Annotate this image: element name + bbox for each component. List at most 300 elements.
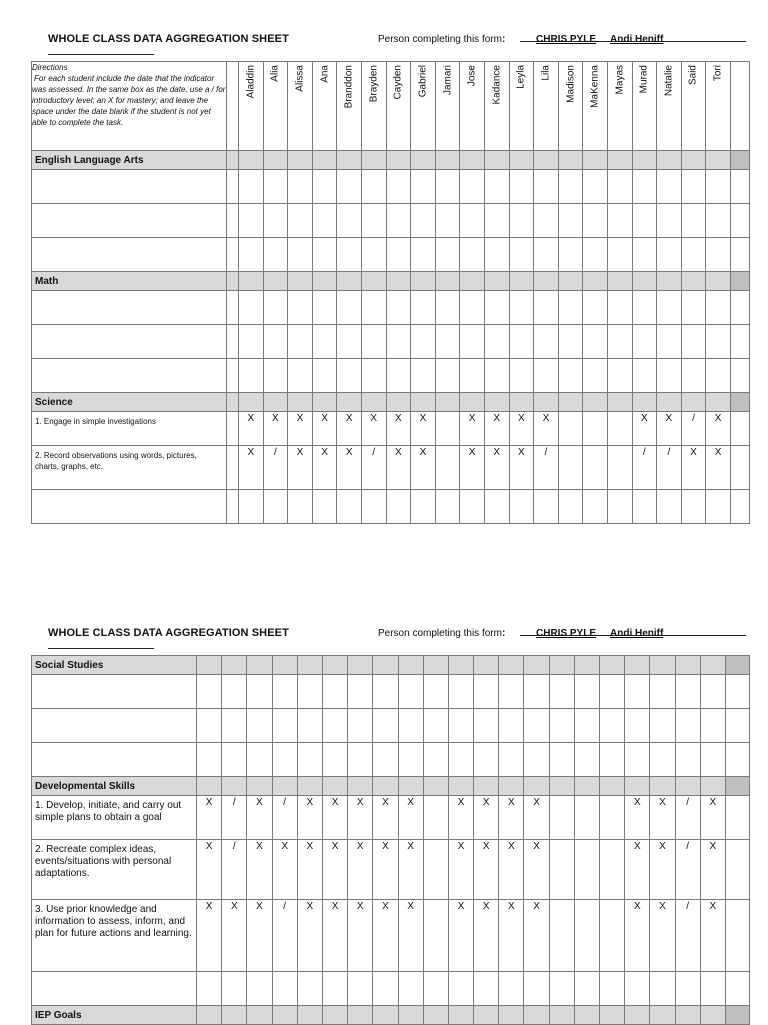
end-cell[interactable] [730,359,749,393]
mark-cell[interactable]: X [386,412,411,446]
mark-cell[interactable] [549,675,574,709]
mark-cell[interactable] [657,291,682,325]
mark-cell[interactable] [657,238,682,272]
mark-cell[interactable]: X [650,900,675,972]
mark-cell[interactable] [247,743,272,777]
mark-cell[interactable]: X [499,900,524,972]
mark-cell[interactable]: X [700,840,725,900]
mark-cell[interactable] [411,291,436,325]
end-cell[interactable] [725,840,749,900]
mark-cell[interactable]: X [361,412,386,446]
mark-cell[interactable] [197,675,222,709]
mark-cell[interactable] [222,972,247,1006]
mark-cell[interactable] [423,796,448,840]
mark-cell[interactable] [607,204,632,238]
mark-cell[interactable]: X [222,900,247,972]
mark-cell[interactable] [448,709,473,743]
mark-cell[interactable] [534,291,559,325]
mark-cell[interactable] [583,170,608,204]
mark-cell[interactable]: X [411,446,436,490]
end-cell[interactable] [730,291,749,325]
mark-cell[interactable] [337,325,362,359]
mark-cell[interactable]: / [361,446,386,490]
mark-cell[interactable] [448,972,473,1006]
mark-cell[interactable] [632,170,657,204]
mark-cell[interactable] [706,359,731,393]
mark-cell[interactable] [600,900,625,972]
mark-cell[interactable] [239,325,264,359]
mark-cell[interactable] [197,972,222,1006]
mark-cell[interactable] [499,675,524,709]
mark-cell[interactable] [650,743,675,777]
mark-cell[interactable] [361,238,386,272]
mark-cell[interactable] [460,490,485,524]
mark-cell[interactable] [361,204,386,238]
mark-cell[interactable] [600,840,625,900]
mark-cell[interactable] [386,490,411,524]
mark-cell[interactable] [361,359,386,393]
mark-cell[interactable]: X [348,900,373,972]
mark-cell[interactable] [484,238,509,272]
mark-cell[interactable] [435,446,460,490]
mark-cell[interactable] [675,675,700,709]
mark-cell[interactable] [534,325,559,359]
mark-cell[interactable] [411,490,436,524]
mark-cell[interactable]: X [650,796,675,840]
mark-cell[interactable] [263,291,288,325]
end-cell[interactable] [725,972,749,1006]
mark-cell[interactable]: X [509,446,534,490]
mark-cell[interactable] [386,170,411,204]
mark-cell[interactable]: X [460,412,485,446]
mark-cell[interactable] [423,840,448,900]
mark-cell[interactable]: X [474,900,499,972]
mark-cell[interactable] [583,291,608,325]
mark-cell[interactable]: X [448,840,473,900]
mark-cell[interactable] [499,972,524,1006]
mark-cell[interactable] [398,675,423,709]
mark-cell[interactable] [681,238,706,272]
mark-cell[interactable]: X [460,446,485,490]
mark-cell[interactable] [524,972,549,1006]
mark-cell[interactable] [484,325,509,359]
blank-cell[interactable] [227,359,239,393]
mark-cell[interactable] [657,325,682,359]
mark-cell[interactable] [348,675,373,709]
mark-cell[interactable] [625,709,650,743]
mark-cell[interactable]: X [398,900,423,972]
mark-cell[interactable] [435,238,460,272]
mark-cell[interactable] [632,325,657,359]
mark-cell[interactable] [312,359,337,393]
mark-cell[interactable] [607,359,632,393]
mark-cell[interactable] [558,412,583,446]
mark-cell[interactable] [657,170,682,204]
mark-cell[interactable]: / [534,446,559,490]
mark-cell[interactable]: X [509,412,534,446]
mark-cell[interactable] [460,325,485,359]
mark-cell[interactable] [509,238,534,272]
mark-cell[interactable] [600,709,625,743]
mark-cell[interactable] [632,359,657,393]
mark-cell[interactable] [474,675,499,709]
mark-cell[interactable] [423,709,448,743]
mark-cell[interactable] [288,325,313,359]
mark-cell[interactable] [460,170,485,204]
mark-cell[interactable]: X [706,446,731,490]
end-cell[interactable] [725,743,749,777]
mark-cell[interactable] [657,204,682,238]
mark-cell[interactable] [574,900,599,972]
mark-cell[interactable] [239,170,264,204]
mark-cell[interactable]: X [288,412,313,446]
end-cell[interactable] [730,412,749,446]
mark-cell[interactable] [625,972,650,1006]
mark-cell[interactable] [558,204,583,238]
mark-cell[interactable] [423,972,448,1006]
mark-cell[interactable] [312,238,337,272]
mark-cell[interactable] [524,709,549,743]
mark-cell[interactable]: X [348,840,373,900]
mark-cell[interactable] [534,238,559,272]
mark-cell[interactable] [681,291,706,325]
mark-cell[interactable] [534,359,559,393]
mark-cell[interactable] [312,170,337,204]
mark-cell[interactable] [460,291,485,325]
mark-cell[interactable] [625,743,650,777]
mark-cell[interactable]: / [675,900,700,972]
blank-cell[interactable] [227,325,239,359]
mark-cell[interactable] [263,238,288,272]
mark-cell[interactable] [558,446,583,490]
mark-cell[interactable] [558,291,583,325]
mark-cell[interactable] [386,238,411,272]
mark-cell[interactable]: / [222,796,247,840]
mark-cell[interactable] [197,743,222,777]
mark-cell[interactable]: / [632,446,657,490]
mark-cell[interactable]: X [288,446,313,490]
mark-cell[interactable] [706,291,731,325]
mark-cell[interactable] [574,675,599,709]
mark-cell[interactable] [509,490,534,524]
mark-cell[interactable] [435,170,460,204]
mark-cell[interactable] [386,359,411,393]
mark-cell[interactable] [312,490,337,524]
mark-cell[interactable] [435,412,460,446]
mark-cell[interactable] [474,972,499,1006]
mark-cell[interactable] [484,170,509,204]
mark-cell[interactable] [558,490,583,524]
mark-cell[interactable]: X [625,900,650,972]
mark-cell[interactable] [297,675,322,709]
mark-cell[interactable] [499,709,524,743]
mark-cell[interactable] [297,743,322,777]
blank-cell[interactable] [227,238,239,272]
mark-cell[interactable] [460,238,485,272]
mark-cell[interactable]: X [197,796,222,840]
mark-cell[interactable] [239,204,264,238]
mark-cell[interactable] [650,972,675,1006]
mark-cell[interactable]: X [239,446,264,490]
mark-cell[interactable] [607,412,632,446]
mark-cell[interactable] [435,291,460,325]
mark-cell[interactable] [607,170,632,204]
mark-cell[interactable] [272,709,297,743]
mark-cell[interactable] [600,972,625,1006]
mark-cell[interactable] [583,325,608,359]
mark-cell[interactable]: X [398,840,423,900]
blank-cell[interactable] [227,291,239,325]
mark-cell[interactable]: X [499,796,524,840]
mark-cell[interactable] [247,709,272,743]
mark-cell[interactable] [239,291,264,325]
end-cell[interactable] [725,796,749,840]
mark-cell[interactable] [272,972,297,1006]
mark-cell[interactable] [263,170,288,204]
mark-cell[interactable] [361,490,386,524]
mark-cell[interactable]: X [373,840,398,900]
mark-cell[interactable] [549,972,574,1006]
mark-cell[interactable]: X [484,446,509,490]
mark-cell[interactable] [706,490,731,524]
end-cell[interactable] [730,446,749,490]
mark-cell[interactable] [484,291,509,325]
mark-cell[interactable] [509,291,534,325]
mark-cell[interactable] [558,359,583,393]
end-cell[interactable] [730,238,749,272]
mark-cell[interactable] [681,170,706,204]
mark-cell[interactable] [534,170,559,204]
mark-cell[interactable] [288,291,313,325]
mark-cell[interactable] [361,170,386,204]
blank-cell[interactable] [227,490,239,524]
mark-cell[interactable] [398,709,423,743]
blank-cell[interactable] [227,204,239,238]
mark-cell[interactable]: X [534,412,559,446]
mark-cell[interactable]: X [411,412,436,446]
mark-cell[interactable] [460,359,485,393]
mark-cell[interactable] [607,291,632,325]
mark-cell[interactable] [288,490,313,524]
mark-cell[interactable] [706,204,731,238]
mark-cell[interactable] [386,204,411,238]
mark-cell[interactable] [524,743,549,777]
mark-cell[interactable]: X [337,412,362,446]
mark-cell[interactable]: X [322,900,347,972]
mark-cell[interactable] [549,709,574,743]
mark-cell[interactable]: / [272,900,297,972]
mark-cell[interactable]: X [272,840,297,900]
mark-cell[interactable] [373,972,398,1006]
mark-cell[interactable] [247,675,272,709]
mark-cell[interactable] [632,490,657,524]
blank-cell[interactable] [227,446,239,490]
mark-cell[interactable] [423,675,448,709]
mark-cell[interactable]: X [197,840,222,900]
mark-cell[interactable]: X [373,900,398,972]
mark-cell[interactable] [222,675,247,709]
mark-cell[interactable] [558,170,583,204]
mark-cell[interactable] [706,238,731,272]
mark-cell[interactable]: X [524,796,549,840]
mark-cell[interactable] [348,743,373,777]
mark-cell[interactable] [373,675,398,709]
mark-cell[interactable] [583,446,608,490]
mark-cell[interactable] [322,972,347,1006]
mark-cell[interactable] [534,204,559,238]
mark-cell[interactable]: X [499,840,524,900]
mark-cell[interactable]: X [297,840,322,900]
mark-cell[interactable] [549,796,574,840]
mark-cell[interactable] [524,675,549,709]
mark-cell[interactable] [411,359,436,393]
mark-cell[interactable] [411,238,436,272]
mark-cell[interactable] [549,900,574,972]
mark-cell[interactable]: X [700,900,725,972]
mark-cell[interactable] [509,325,534,359]
mark-cell[interactable]: X [337,446,362,490]
mark-cell[interactable] [632,291,657,325]
mark-cell[interactable] [484,359,509,393]
mark-cell[interactable]: X [700,796,725,840]
mark-cell[interactable]: X [398,796,423,840]
mark-cell[interactable]: X [322,840,347,900]
mark-cell[interactable] [675,743,700,777]
mark-cell[interactable] [460,204,485,238]
mark-cell[interactable]: / [675,840,700,900]
mark-cell[interactable] [574,796,599,840]
mark-cell[interactable]: X [197,900,222,972]
mark-cell[interactable]: X [524,840,549,900]
mark-cell[interactable]: X [247,840,272,900]
mark-cell[interactable]: X [524,900,549,972]
mark-cell[interactable] [411,204,436,238]
mark-cell[interactable] [337,238,362,272]
mark-cell[interactable] [675,972,700,1006]
mark-cell[interactable] [435,490,460,524]
mark-cell[interactable] [474,743,499,777]
mark-cell[interactable] [322,675,347,709]
mark-cell[interactable]: X [625,796,650,840]
mark-cell[interactable] [583,490,608,524]
mark-cell[interactable]: X [312,446,337,490]
mark-cell[interactable] [263,359,288,393]
mark-cell[interactable] [706,170,731,204]
end-cell[interactable] [725,675,749,709]
mark-cell[interactable] [509,170,534,204]
mark-cell[interactable] [247,972,272,1006]
mark-cell[interactable] [650,709,675,743]
mark-cell[interactable] [484,490,509,524]
mark-cell[interactable] [337,359,362,393]
mark-cell[interactable] [583,204,608,238]
mark-cell[interactable] [272,743,297,777]
end-cell[interactable] [730,325,749,359]
mark-cell[interactable]: X [448,900,473,972]
mark-cell[interactable] [607,446,632,490]
mark-cell[interactable]: X [681,446,706,490]
mark-cell[interactable] [675,709,700,743]
mark-cell[interactable] [263,204,288,238]
mark-cell[interactable] [435,325,460,359]
mark-cell[interactable] [474,709,499,743]
mark-cell[interactable]: X [706,412,731,446]
mark-cell[interactable]: X [247,900,272,972]
mark-cell[interactable]: / [681,412,706,446]
mark-cell[interactable]: X [632,412,657,446]
mark-cell[interactable] [322,743,347,777]
mark-cell[interactable] [361,291,386,325]
mark-cell[interactable] [337,291,362,325]
mark-cell[interactable] [657,490,682,524]
blank-cell[interactable] [227,170,239,204]
mark-cell[interactable] [312,204,337,238]
mark-cell[interactable] [681,490,706,524]
mark-cell[interactable] [312,325,337,359]
mark-cell[interactable]: X [373,796,398,840]
mark-cell[interactable]: X [263,412,288,446]
mark-cell[interactable] [337,204,362,238]
mark-cell[interactable] [288,359,313,393]
mark-cell[interactable] [583,238,608,272]
mark-cell[interactable] [600,743,625,777]
mark-cell[interactable] [509,359,534,393]
mark-cell[interactable] [239,238,264,272]
mark-cell[interactable] [681,325,706,359]
mark-cell[interactable] [600,675,625,709]
end-cell[interactable] [725,709,749,743]
mark-cell[interactable]: X [484,412,509,446]
mark-cell[interactable] [386,325,411,359]
mark-cell[interactable] [706,325,731,359]
mark-cell[interactable] [423,900,448,972]
mark-cell[interactable] [239,490,264,524]
mark-cell[interactable] [448,675,473,709]
mark-cell[interactable] [681,204,706,238]
mark-cell[interactable] [607,490,632,524]
mark-cell[interactable] [361,325,386,359]
mark-cell[interactable] [549,743,574,777]
mark-cell[interactable] [448,743,473,777]
mark-cell[interactable] [272,675,297,709]
mark-cell[interactable] [650,675,675,709]
mark-cell[interactable] [700,972,725,1006]
mark-cell[interactable] [625,675,650,709]
mark-cell[interactable] [583,359,608,393]
mark-cell[interactable] [197,709,222,743]
mark-cell[interactable]: X [625,840,650,900]
mark-cell[interactable]: X [474,796,499,840]
mark-cell[interactable] [657,359,682,393]
mark-cell[interactable] [558,325,583,359]
person-name-field[interactable] [520,628,746,639]
mark-cell[interactable] [583,412,608,446]
mark-cell[interactable] [574,840,599,900]
mark-cell[interactable] [288,204,313,238]
mark-cell[interactable] [484,204,509,238]
mark-cell[interactable]: X [247,796,272,840]
mark-cell[interactable]: X [312,412,337,446]
mark-cell[interactable] [337,490,362,524]
mark-cell[interactable] [574,709,599,743]
mark-cell[interactable] [398,972,423,1006]
mark-cell[interactable] [549,840,574,900]
mark-cell[interactable] [297,972,322,1006]
mark-cell[interactable] [574,972,599,1006]
mark-cell[interactable] [222,743,247,777]
mark-cell[interactable] [574,743,599,777]
mark-cell[interactable]: X [386,446,411,490]
